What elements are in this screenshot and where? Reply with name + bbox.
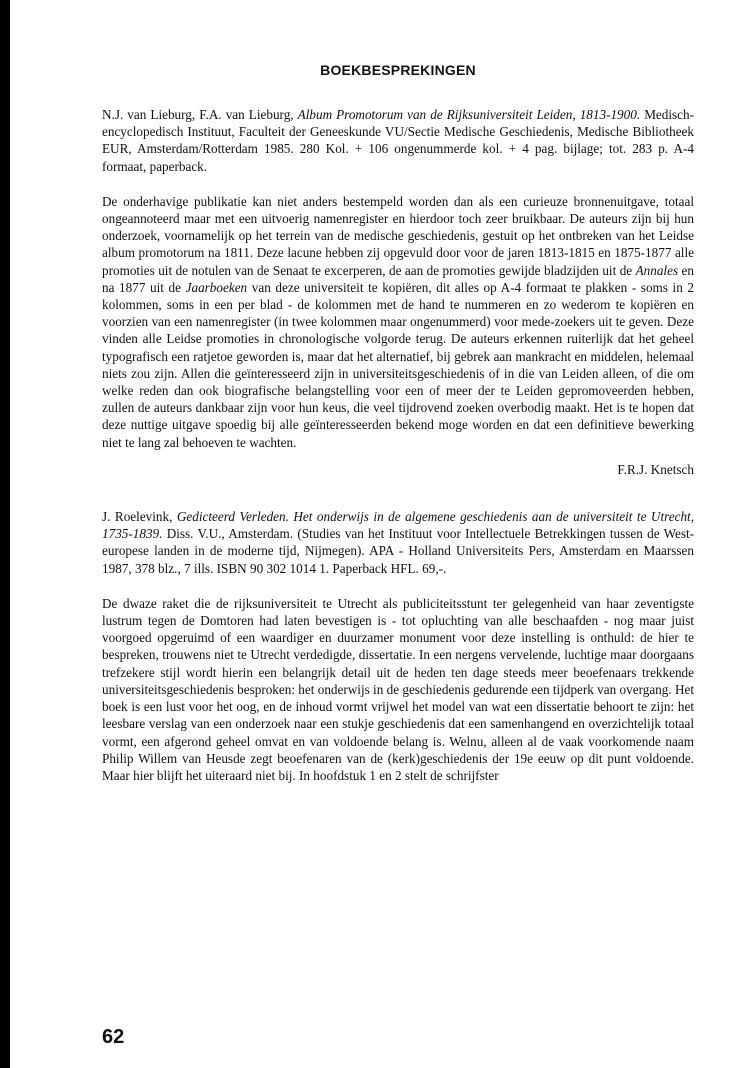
jaarboeken-title: Jaarboeken <box>185 279 248 295</box>
review-lieburg <box>102 106 694 478</box>
review-body: De dwaze raket die de rijksuniversiteit te Utrecht als publiciteitsstunt ter gelegenheid van haar zeventigste lustrum tegen de Domtoren had laten bevestigen is - tot opluchting van alle beschaafden - nog maar juist voorgoed opgeruimd of een waardiger en duurzamer monument voor deze instelling is onthuld: de hier te bespreken, trouwens niet te Utrecht verdedigde, dissertatie. In een nergens vervelende, luchtige maar doorgaans trefzekere stijl wordt hierin een belangrijk detail uit de heden ten dage steeds meer beoefenaars trekkende universiteitsgeschiedenis besproken: het onderwijs in de geschiedenis gedurende een tijdperk van overgang. Het boek is een lust voor het oog, en de inhoud vormt vrijwel het model van wat een dissertatie behoort te zijn: het leesbare verslag van een onderzoek naar een stukje geschiedenis dat een samenhangend en overzichtelijk totaal vormt, een afgerond geheel omvat en van voldoende belang is. Welnu, alleen al de vaak voorkomende naam Philip Willem van Heusde zegt beoefenaren van de (kerk)geschiedenis der 19e eeuw op dit punt voldoende. Maar hier blijft het uiteraard niet bij. In hoofdstuk 1 en 2 stelt de schrijfster <box>102 595 694 783</box>
publication-details: Diss. V.U., Amsterdam. (Studies van het Instituut voor Intellectuele Betrekkingen tussen de West-europese landen in de moderne tijd, Nijmegen). APA - Holland Universiteits Pers, Amsterdam en Maarssen 1987, 378 blz., 7 ills. ISBN 90 302 1014 1. Paperback HFL. 69,-. <box>102 526 695 576</box>
reviewer-signature: F.R.J. Knetsch <box>617 461 694 477</box>
review-authors: J. Roelevink, <box>102 509 173 525</box>
review-authors: N.J. van Lieburg, F.A. van Lieburg, <box>102 107 294 122</box>
bibliographic-entry <box>102 106 694 175</box>
page-title: BOEKBESPREKINGEN <box>320 62 476 78</box>
review-body: De onderhavige publikatie kan niet anders bestempeld worden dan als een curieuze bronnenuitgave, totaal ongeannoteerd maar met een uitvoerig namenregister en hierdoor toch zeer bruikbaar. De auteurs zijn bij hun onderzoek, voornamelijk op het terrein van de medische geschiedenis, gestuit op het ontbreken van het Leidse album promotorum na 1811. Deze lacune hebben zij opgevuld door voor de jaren 1813-1815 en 1875-1877 alle promoties uit de notulen van de Senaat te excerperen, de aan de promoties gewijde bladzijden uit de Annales en na 1877 uit de Jaarboeken van deze universiteit te kopiëren, dit alles op A-4 formaat te plakken - soms in 2 kolommen, soms in een per blad - de kolommen met de hand te nummeren en zo wederom te kopiëren en voorzien van een namenregister (in twee kolommen maar ongenummerd) voor mede-zoekers uit te geven. Deze vinden alle Leidse promoties in chronologische volgorde terug. De auteurs erkennen ruiterlijk dat het geheel typografisch een ratjetoe geworden is, maar dat het alternatief, bij gebrek aan mankracht en middelen, helemaal niets zou zijn. Allen die geïnteresseerd zijn in universiteitsgeschiedenis of in die van Leiden alleen, of die om welke reden dan ook biografische belangstelling voor een of meer der te Leiden gepromoveerden hebben, zullen de auteurs dankbaar zijn voor hun keus, die veel tijdrovend zoeken overbodig maakt. Het is te hopen dat deze nuttige uitgave spoedig bij alle geïnteresseerden bekend moge worden en dat een definitieve bewerking niet te lang zal behoeven te wachten. <box>102 193 694 450</box>
scan-edge <box>0 0 10 1068</box>
annales-title: Annales <box>635 262 679 278</box>
book-title: Gedicteerd Verleden. Het onderwijs in de algemene geschiedenis aan de universiteit te Utrecht, 1735-1839. <box>102 509 695 542</box>
publication-details: Medisch-encyclopedisch Instituut, Faculteit der Geneeskunde VU/Sectie Medische Geschiedenis, Medische Bibliotheek EUR, Amsterdam/Rotterdam 1985. 280 Kol. + 106 ongenummerde kol. + 4 pag. bijlage; tot. 283 p. A-4 formaat, paperback. <box>102 107 695 174</box>
page-content <box>102 62 694 784</box>
bibliographic-entry <box>102 508 694 577</box>
review-roelevink <box>102 508 694 784</box>
page-number: 62 <box>102 1026 125 1048</box>
book-title: Album Promotorum van de Rijksuniversiteit Leiden, 1813-1900. <box>297 107 641 122</box>
section-divider <box>102 478 694 508</box>
